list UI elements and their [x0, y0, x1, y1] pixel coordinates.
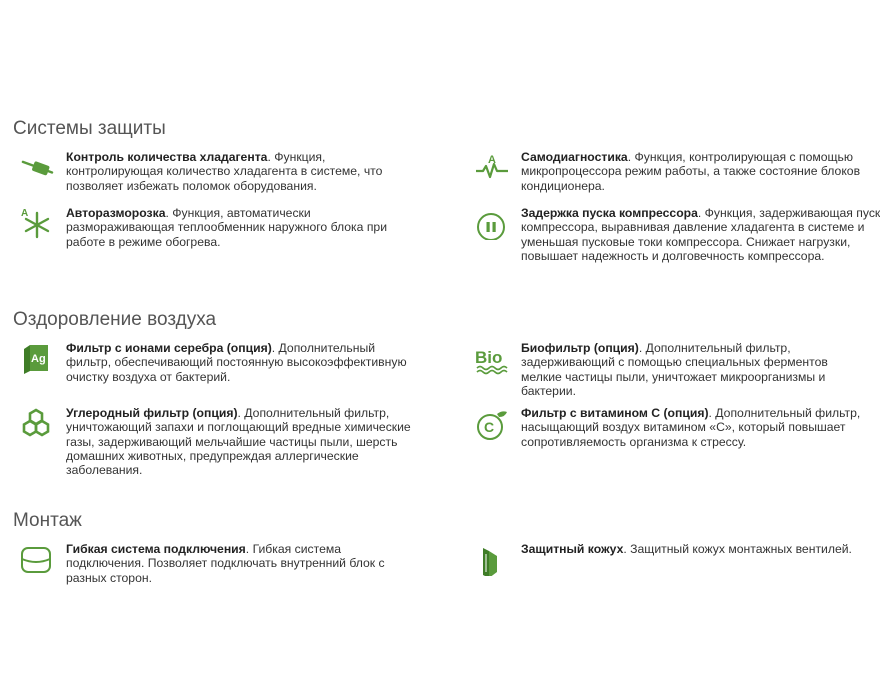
refrigerant-tube-icon — [20, 150, 54, 184]
feature-desc: . Дополнительный фильтр, насыщающий воздух витамином «С», который повышает сопротивляемость организма к стрессу. — [521, 406, 861, 449]
feature-name: Биофильтр (опция) — [521, 341, 639, 355]
feature-text — [66, 206, 411, 249]
feature-text — [521, 542, 880, 556]
feature-name: Углеродный фильтр (опция) — [66, 406, 238, 420]
feature-desc: . Функция, задерживающая пуск компрессора, выравнивая давление хладагента в системе и уменьшая пусковые токи компрессора. Снижает нагрузки, повышает надежность и долговечность компрессора. — [521, 206, 880, 263]
feature-text — [521, 406, 861, 449]
feature-desc: . Функция, автоматически размораживающая теплообменник наружного блока при работе в режиме обогрева. — [66, 206, 388, 249]
feature-text — [66, 542, 411, 585]
pause-icon — [475, 206, 509, 240]
vitamin-c-filter-icon — [475, 406, 509, 440]
feature-desc: . Гибкая система подключения. Позволяет подключать внутренний блок с разных сторон. — [66, 542, 385, 585]
feature-text — [66, 406, 411, 477]
feature-name: Фильтр с витамином С (опция) — [521, 406, 709, 420]
protective-cover-icon — [475, 542, 509, 576]
feature-name: Фильтр с ионами серебра (опция) — [66, 341, 272, 355]
feature-text — [521, 206, 880, 263]
section-title-air: Оздоровление воздуха — [13, 309, 217, 330]
feature-text — [521, 150, 880, 193]
feature-name: Задержка пуска компрессора — [521, 206, 698, 220]
carbon-filter-icon — [20, 406, 54, 440]
feature-name: Контроль количества хладагента — [66, 150, 268, 164]
feature-desc: . Дополнительный фильтр, задерживающий с помощью специальных ферментов мелкие частицы пыли, уничтожает микроорганизмы и бактерии. — [521, 341, 828, 398]
defrost-letter: A — [21, 208, 29, 219]
feature-text — [66, 150, 406, 193]
silver-label: Ag — [31, 353, 46, 365]
silver-ion-filter-icon — [20, 341, 54, 375]
section-title-install: Монтаж — [13, 510, 82, 531]
auto-defrost-icon — [20, 206, 54, 240]
feature-name: Авторазморозка — [66, 206, 166, 220]
diag-letter: A — [488, 154, 496, 166]
bio-filter-icon — [475, 341, 509, 375]
section-title-protection: Системы защиты — [13, 118, 166, 139]
feature-desc: . Дополнительный фильтр, уничтожающий запахи и поглощающий вредные химические газы, задерживающий мельчайшие частицы пыли, шерсть домашних животных, предупреждая аллергические заболевания. — [66, 406, 411, 478]
vitamin-label: C — [484, 419, 495, 435]
self-diagnosis-icon — [475, 150, 509, 184]
feature-desc: . Защитный кожух монтажных вентилей. — [623, 542, 852, 556]
feature-desc: . Дополнительный фильтр, обеспечивающий постоянную высокоэффективную очистку воздуха от бактерий. — [66, 341, 407, 384]
feature-desc: . Функция, контролирующая количество хладагента в системе, что позволяет избежать поломок оборудования. — [66, 150, 383, 193]
bio-label: Bio — [475, 348, 503, 367]
feature-name: Защитный кожух — [521, 542, 624, 556]
flexible-connection-icon — [20, 542, 54, 576]
feature-desc: . Функция, контролирующая с помощью микропроцессора режим работы, а также состояние блоков кондиционера. — [521, 150, 861, 193]
feature-name: Гибкая система подключения — [66, 542, 246, 556]
feature-name: Самодиагностика — [521, 150, 628, 164]
feature-text — [521, 341, 861, 398]
feature-text — [66, 341, 411, 384]
